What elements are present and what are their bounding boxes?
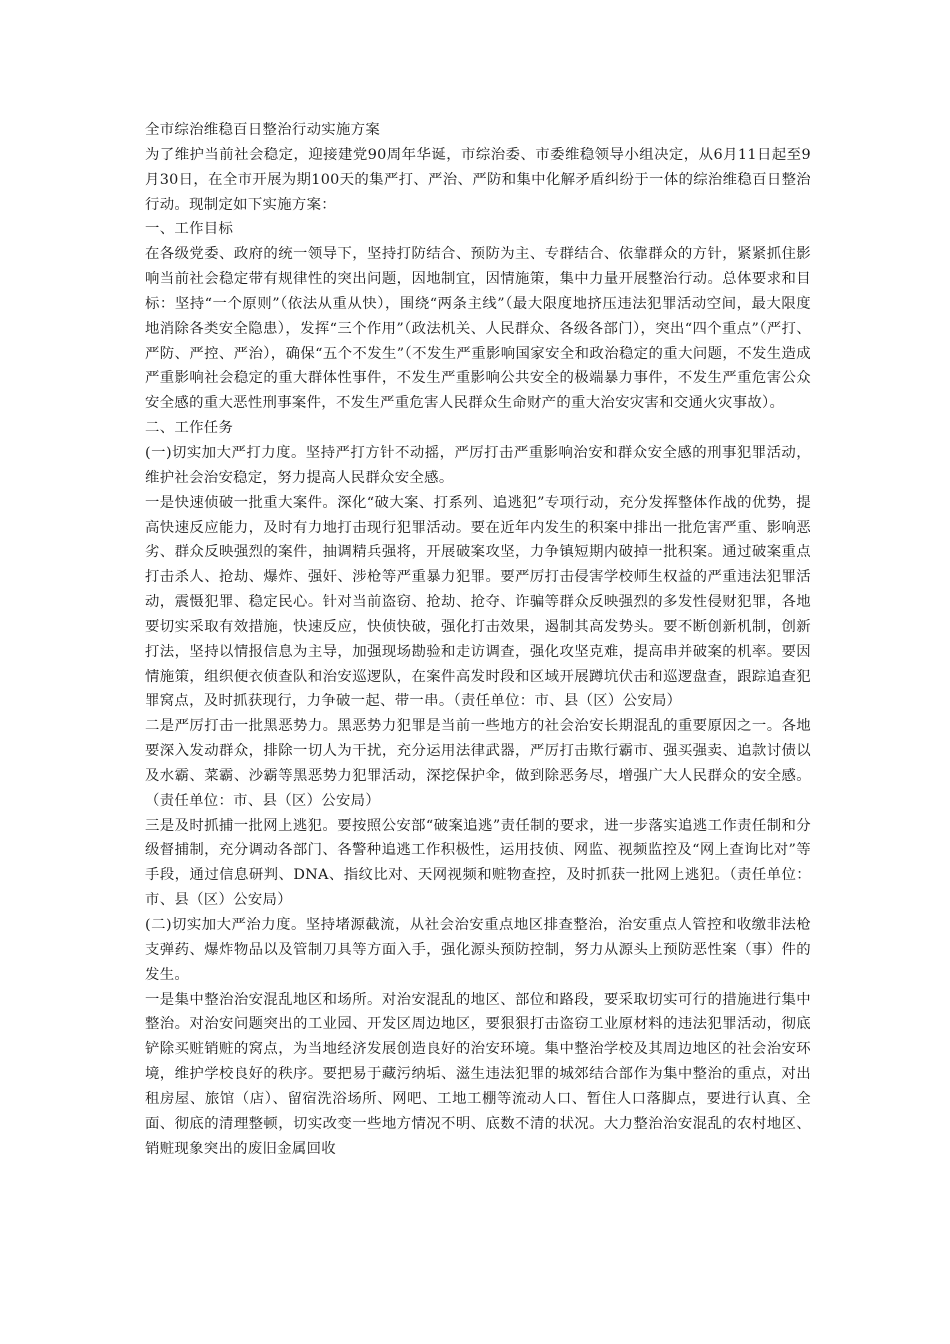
paragraph-task-1-item-1: 一是快速侦破一批重大案件。深化“破大案、打系列、追逃犯”专项行动，充分发挥整体作战的优势，提高快速反应能力，及时有力地打击现行犯罪活动。要在近年内发生的积案中排出一批危害严重、影响恶劣、群众反映强烈的案件，抽调精兵强将，开展破案攻坚，力争镇短期内破掉一批积案。通过破案重点打击杀人、抢劫、爆炸、强奸、涉枪等严重暴力犯罪。要严厉打击侵害学校师生权益的严重违法犯罪活动，震慑犯罪、稳定民心。针对当前盗窃、抢劫、抢夺、诈骗等群众反映强烈的多发性侵财犯罪，各地要切实采取有效措施，快速反应，快侦快破，强化打击效果，遏制其高发势头。要不断创新机制，创新打法，坚持以情报信息为主导，加强现场勘验和走访调查，强化攻坚克难，提高串并破案的机率。要因情施策，组织便衣侦查队和治安巡逻队，在案件高发时段和区域开展蹲坑伏击和巡逻盘查，跟踪追查犯罪窝点，及时抓获现行，力争破一起、带一串。（责任单位：市、县（区）公安局）	[145, 494, 811, 710]
paragraph-intro: 为了维护当前社会稳定，迎接建党90周年华诞，市综治委、市委维稳领导小组决定，从6月11日起至9月30日，在全市开展为期100天的集严打、严治、严防和集中化解矛盾纠纷于一体的综治维稳百日整治行动。现制定如下实施方案：	[145, 146, 811, 213]
paragraph-goals: 在各级党委、政府的统一领导下，坚持打防结合、预防为主、专群结合、依靠群众的方针，紧紧抓住影响当前社会稳定带有规律性的突出问题，因地制宜，因情施策，集中力量开展整治行动。总体要求和目标：坚持“一个原则”（依法从重从快），围绕“两条主线”（最大限度地挤压违法犯罪活动空间，最大限度地消除各类安全隐患），发挥“三个作用”（政法机关、人民群众、各级各部门），突出“四个重点”（严打、严防、严控、严治），确保“五个不发生”（不发生严重影响国家安全和政治稳定的重大问题，不发生造成严重影响社会稳定的重大群体性事件，不发生严重影响公共安全的极端暴力事件，不发生严重危害公众安全感的重大恶性刑事案件，不发生严重危害人民群众生命财产的重大治安灾害和交通火灾事故）。	[145, 246, 811, 412]
paragraph-task-1: (一)切实加大严打力度。坚持严打方针不动摇，严厉打击严重影响治安和群众安全感的刑事犯罪活动，维护社会治安稳定，努力提高人民群众安全感。	[145, 444, 811, 486]
document-body	[145, 118, 811, 1161]
paragraph-task-1-item-3: 三是及时抓捕一批网上逃犯。要按照公安部“破案追逃”责任制的要求，进一步落实追逃工作责任制和分级督捕制，充分调动各部门、各警种追逃工作积极性，运用技侦、网监、视频监控及“网上查询比对”等手段，通过信息研判、DNA、指纹比对、天网视频和赃物查控，及时抓获一批网上逃犯。（责任单位：市、县（区）公安局）	[145, 817, 811, 909]
paragraph-task-2: (二)切实加大严治力度。坚持堵源截流，从社会治安重点地区排查整治，治安重点人管控和收缴非法枪支弹药、爆炸物品以及管制刀具等方面入手，强化源头预防控制，努力从源头上预防恶性案（事）件的发生。	[145, 917, 811, 983]
paragraph-task-1-item-2: 二是严厉打击一批黑恶势力。黑恶势力犯罪是当前一些地方的社会治安长期混乱的重要原因之一。各地要深入发动群众，排除一切人为干扰，充分运用法律武器，严厉打击欺行霸市、强买强卖、追款讨债以及水霸、菜霸、沙霸等黑恶势力犯罪活动，深挖保护伞，做到除恶务尽，增强广大人民群众的安全感。（责任单位：市、县（区）公安局）	[145, 718, 811, 809]
paragraph-task-2-item-1: 一是集中整治治安混乱地区和场所。对治安混乱的地区、部位和路段，要采取切实可行的措施进行集中整治。对治安问题突出的工业园、开发区周边地区，要狠狠打击盗窃工业原材料的违法犯罪活动，彻底铲除买赃销赃的窝点，为当地经济发展创造良好的治安环境。集中整治学校及其周边地区的社会治安环境，维护学校良好的秩序。要把易于藏污纳垢、滋生违法犯罪的城郊结合部作为集中整治的重点，对出租房屋、旅馆（店）、留宿洗浴场所、网吧、工地工棚等流动人口、暂住人口落脚点，要进行认真、全面、彻底的清理整顿，切实改变一些地方情况不明、底数不清的状况。大力整治治安混乱的农村地区、销赃现象突出的废旧金属回收	[145, 991, 811, 1157]
section-heading-tasks: 二、工作任务	[145, 420, 234, 437]
section-heading-goals: 一、工作目标	[145, 221, 234, 238]
document-title: 全市综治维稳百日整治行动实施方案	[145, 122, 381, 138]
